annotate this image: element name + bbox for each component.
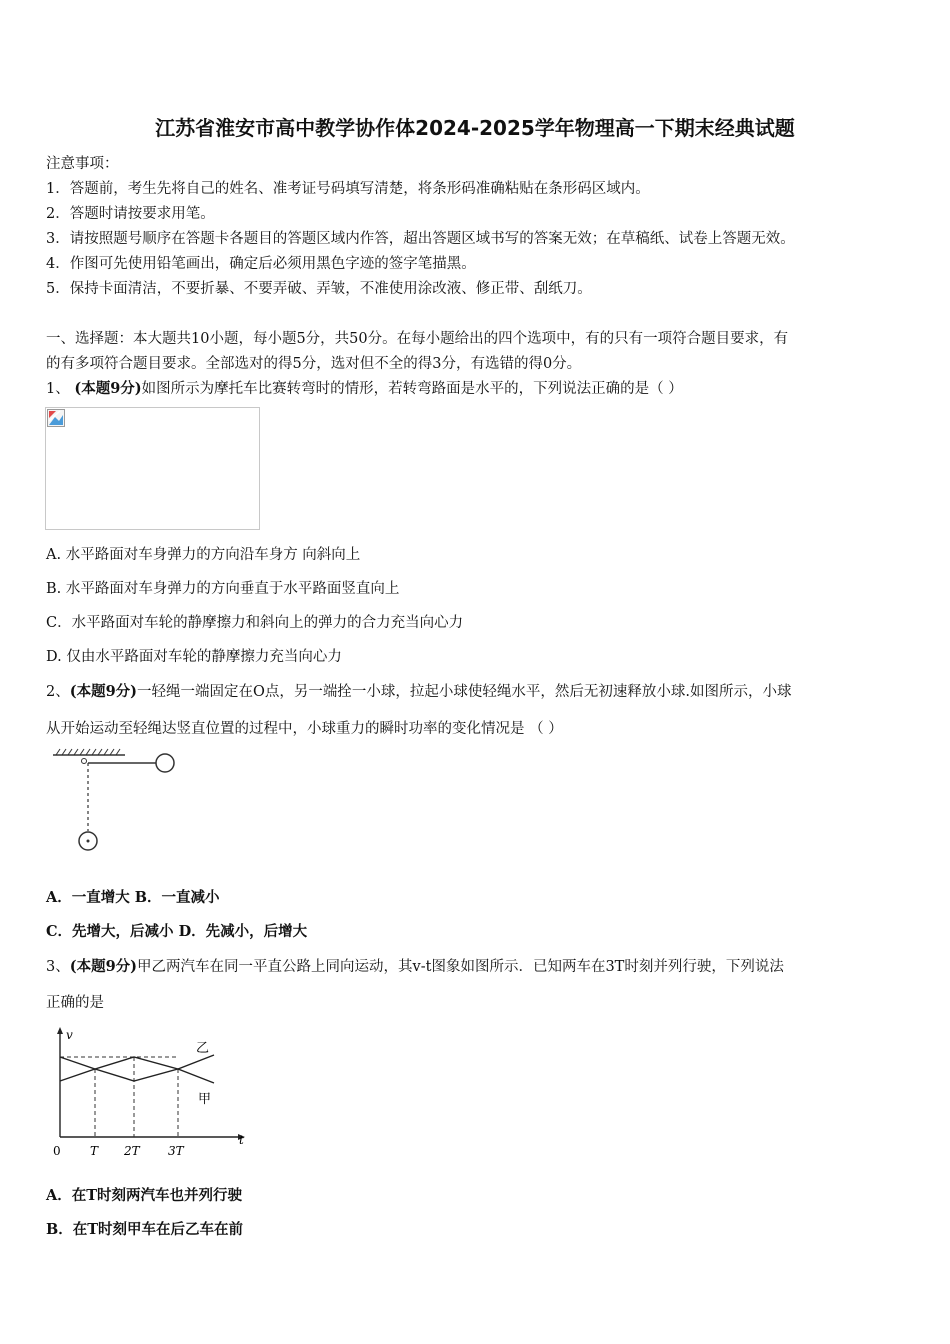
option-c: C．水平路面对车轮的静摩擦力和斜向上的弹力的合力充当向心力 — [46, 615, 464, 631]
t-axis-label: t — [239, 1133, 244, 1147]
question-text: 一轻绳一端固定在O点，另一端拴一小球，拉起小球使轻绳水平，然后无初速释放小球.如图所示，小球 — [137, 684, 792, 700]
question-number: 2、 — [46, 684, 70, 700]
pendulum-diagram — [50, 748, 180, 856]
question-text: 如图所示为摩托车比赛转弯时的情形，若转弯路面是水平的，下列说法正确的是（ ） — [141, 381, 683, 397]
q2-options-row1: A．一直增大 B．一直减小 — [46, 889, 220, 906]
question-2-stem-line2: 从开始运动至轻绳达竖直位置的过程中，小球重力的瞬时功率的变化情况是 （ ） — [46, 721, 563, 737]
v-axis-label: v — [66, 1028, 73, 1042]
question-3-stem-line1 — [46, 955, 784, 976]
section-instructions-line2: 的有多项符合题目要求。全部选对的得5分，选对但不全的得3分，有选错的得0分。 — [46, 356, 582, 372]
series-jia-line — [60, 1069, 214, 1083]
vt-graph — [46, 1025, 251, 1165]
question-tag: (本题9分) — [69, 683, 138, 700]
option-a: A．在T时刻两汽车也并列行驶 — [46, 1187, 243, 1204]
question-tag: (本题9分) — [69, 958, 138, 975]
question-3-stem-line2: 正确的是 — [46, 995, 104, 1011]
broken-image-icon — [47, 409, 65, 427]
option-d: D. 仅由水平路面对车轮的静摩擦力充当向心力 — [46, 649, 342, 665]
section-instructions-line1: 一、选择题：本大题共10小题，每小题5分，共50分。在每小题给出的四个选项中，有的只有一项符合题目要求，有 — [46, 331, 789, 347]
notice-item: 2．答题时请按要求用笔。 — [46, 206, 215, 222]
notice-item: 5．保持卡面清洁，不要折暴、不要弄破、弄皱，不准使用涂改液、修正带、刮纸刀。 — [46, 281, 592, 297]
tick-label: 2T — [124, 1144, 140, 1158]
tick-label: 3T — [168, 1144, 184, 1158]
question-number: 3、 — [46, 959, 70, 975]
broken-image-placeholder — [45, 407, 260, 530]
exam-title: 江苏省淮安市高中教学协作体2024-2025学年物理高一下期末经典试题 — [155, 116, 795, 140]
option-a: A. 水平路面对车身弹力的方向沿车身方 向斜向上 — [46, 547, 361, 563]
notice-item: 1．答题前，考生先将自己的姓名、准考证号码填写清楚，将条形码准确粘贴在条形码区域内。 — [46, 181, 650, 197]
question-number: 1、 — [46, 381, 70, 397]
notice-item: 4．作图可先使用铅笔画出，确定后必须用黑色字迹的签字笔描黑。 — [46, 256, 476, 272]
q2-options-row2: C．先增大，后减小 D．先减小，后增大 — [46, 923, 308, 940]
question-tag: (本题9分) — [74, 380, 142, 397]
notice-heading: 注意事项： — [46, 156, 119, 172]
option-b: B. 水平路面对车身弹力的方向垂直于水平路面竖直向上 — [46, 581, 400, 597]
origin-label: 0 — [53, 1144, 61, 1158]
notice-item: 3．请按照题号顺序在答题卡各题目的答题区域内作答，超出答题区域书写的答案无效；在草稿纸、试卷上答题无效。 — [46, 231, 795, 247]
series-yi-label: 乙 — [196, 1041, 210, 1056]
question-1-stem — [46, 377, 683, 398]
v-axis-arrow — [57, 1027, 63, 1034]
series-jia-label: 甲 — [198, 1092, 212, 1107]
question-text: 甲乙两汽车在同一平直公路上同向运动，其v-t图象如图所示．已知两车在3T时刻并列行驶，下列说法 — [137, 959, 784, 975]
question-2-stem-line1 — [46, 680, 792, 701]
option-b: B．在T时刻甲车在后乙车在前 — [46, 1221, 244, 1238]
tick-label: T — [90, 1144, 99, 1158]
